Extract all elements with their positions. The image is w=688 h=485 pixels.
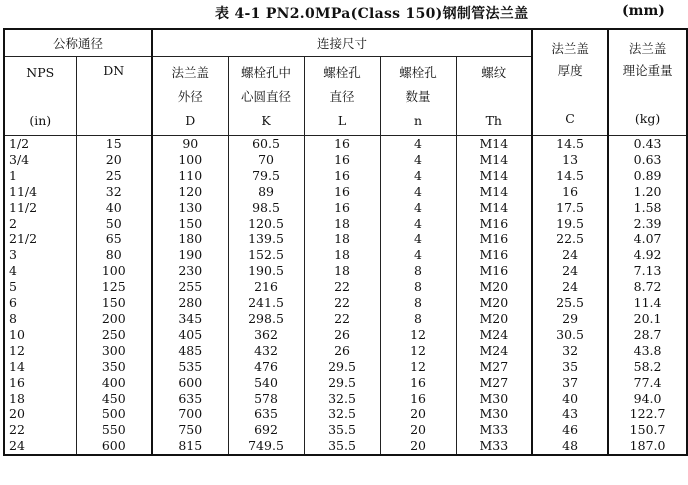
cell-bolt-circle: 216 [228, 279, 304, 295]
cell-bolt-count: 4 [380, 152, 456, 168]
cell-weight: 8.72 [608, 279, 687, 295]
cell-nps: 11/2 [4, 200, 76, 216]
cell-outer-diameter: 485 [152, 343, 228, 359]
cell-bolt-circle: 749.5 [228, 438, 304, 455]
cell-weight: 2.39 [608, 216, 687, 232]
cell-weight: 1.20 [608, 184, 687, 200]
cell-outer-diameter: 600 [152, 375, 228, 391]
table-row [4, 152, 687, 168]
cell-thickness: 40 [532, 391, 608, 407]
cell-bolt-circle: 362 [228, 327, 304, 343]
header-thread-symbol: Th [485, 113, 502, 128]
cell-weight: 0.43 [608, 136, 687, 152]
cell-dn: 15 [76, 136, 152, 152]
header-weight-line1: 法兰盖 [628, 41, 667, 56]
header-bolt-hole-line1: 螺栓孔 [323, 65, 361, 80]
cell-bolt-circle: 692 [228, 422, 304, 438]
cell-outer-diameter: 750 [152, 422, 228, 438]
header-bolt-hole-line2: 直径 [329, 89, 355, 104]
cell-nps: 5 [4, 279, 76, 295]
cell-bolt-hole: 16 [304, 152, 380, 168]
cell-outer-diameter: 190 [152, 247, 228, 263]
table-row [4, 263, 687, 279]
cell-bolt-count: 4 [380, 231, 456, 247]
table-row [4, 359, 687, 375]
cell-nps: 1/2 [4, 136, 76, 152]
cell-bolt-circle: 190.5 [228, 263, 304, 279]
cell-outer-diameter: 230 [152, 263, 228, 279]
cell-bolt-hole: 26 [304, 327, 380, 343]
header-bolt-count-line2: 数量 [405, 89, 431, 104]
cell-bolt-hole: 26 [304, 343, 380, 359]
cell-dn: 250 [76, 327, 152, 343]
table-row [4, 231, 687, 247]
table-row [4, 200, 687, 216]
cell-bolt-hole: 35.5 [304, 438, 380, 455]
cell-bolt-count: 8 [380, 279, 456, 295]
table-row [4, 438, 687, 455]
cell-weight: 7.13 [608, 263, 687, 279]
table-body [4, 136, 687, 456]
cell-outer-diameter: 110 [152, 168, 228, 184]
cell-weight: 4.07 [608, 231, 687, 247]
cell-thickness: 14.5 [532, 168, 608, 184]
cell-thread: M27 [456, 359, 532, 375]
cell-thread: M14 [456, 168, 532, 184]
header-outer-diameter-symbol: D [185, 113, 196, 128]
cell-nps: 14 [4, 359, 76, 375]
cell-thickness: 24 [532, 279, 608, 295]
cell-bolt-count: 20 [380, 438, 456, 455]
cell-outer-diameter: 130 [152, 200, 228, 216]
cell-bolt-count: 16 [380, 375, 456, 391]
cell-weight: 0.89 [608, 168, 687, 184]
cell-dn: 550 [76, 422, 152, 438]
cell-thickness: 30.5 [532, 327, 608, 343]
table-row [4, 311, 687, 327]
cell-weight: 0.63 [608, 152, 687, 168]
header-nps-label: NPS [26, 65, 55, 80]
header-thread [456, 57, 532, 136]
cell-thread: M20 [456, 279, 532, 295]
cell-dn: 80 [76, 247, 152, 263]
cell-dn: 450 [76, 391, 152, 407]
cell-bolt-circle: 89 [228, 184, 304, 200]
header-weight-symbol: (kg) [634, 111, 661, 126]
cell-nps: 3 [4, 247, 76, 263]
cell-nps: 11/4 [4, 184, 76, 200]
cell-outer-diameter: 180 [152, 231, 228, 247]
cell-thickness: 14.5 [532, 136, 608, 152]
cell-thickness: 16 [532, 184, 608, 200]
cell-bolt-hole: 32.5 [304, 406, 380, 422]
header-thickness-line2: 厚度 [557, 63, 583, 78]
cell-nps: 12 [4, 343, 76, 359]
cell-thread: M16 [456, 216, 532, 232]
table-row [4, 168, 687, 184]
cell-weight: 1.58 [608, 200, 687, 216]
cell-bolt-count: 16 [380, 391, 456, 407]
cell-dn: 32 [76, 184, 152, 200]
cell-bolt-count: 20 [380, 422, 456, 438]
table-row [4, 216, 687, 232]
cell-dn: 125 [76, 279, 152, 295]
cell-weight: 20.1 [608, 311, 687, 327]
cell-bolt-circle: 578 [228, 391, 304, 407]
header-weight [608, 29, 687, 136]
cell-thickness: 19.5 [532, 216, 608, 232]
header-dn [76, 57, 152, 136]
cell-nps: 22 [4, 422, 76, 438]
cell-thread: M24 [456, 327, 532, 343]
cell-nps: 16 [4, 375, 76, 391]
table-row [4, 184, 687, 200]
cell-outer-diameter: 535 [152, 359, 228, 375]
header-thickness-symbol: C [565, 111, 575, 126]
cell-thickness: 32 [532, 343, 608, 359]
cell-thread: M20 [456, 295, 532, 311]
cell-weight: 187.0 [608, 438, 687, 455]
table-row [4, 295, 687, 311]
header-outer-diameter-line2: 外径 [177, 89, 203, 104]
cell-dn: 65 [76, 231, 152, 247]
header-thickness-line1: 法兰盖 [551, 41, 589, 56]
cell-bolt-circle: 79.5 [228, 168, 304, 184]
cell-nps: 1 [4, 168, 76, 184]
cell-nps: 18 [4, 391, 76, 407]
cell-bolt-hole: 32.5 [304, 391, 380, 407]
cell-thickness: 35 [532, 359, 608, 375]
cell-weight: 94.0 [608, 391, 687, 407]
table-row [4, 391, 687, 407]
cell-bolt-hole: 18 [304, 231, 380, 247]
cell-bolt-hole: 35.5 [304, 422, 380, 438]
header-bolt-hole-symbol: L [337, 113, 347, 128]
cell-thickness: 13 [532, 152, 608, 168]
cell-thread: M14 [456, 152, 532, 168]
cell-bolt-circle: 241.5 [228, 295, 304, 311]
cell-bolt-circle: 476 [228, 359, 304, 375]
cell-weight: 4.92 [608, 247, 687, 263]
cell-thread: M16 [456, 247, 532, 263]
cell-outer-diameter: 815 [152, 438, 228, 455]
cell-outer-diameter: 405 [152, 327, 228, 343]
cell-thread: M33 [456, 438, 532, 455]
cell-bolt-hole: 29.5 [304, 375, 380, 391]
cell-nps: 6 [4, 295, 76, 311]
table-row [4, 422, 687, 438]
cell-weight: 77.4 [608, 375, 687, 391]
header-bolt-circle-symbol: K [261, 113, 271, 128]
table-row [4, 136, 687, 152]
cell-thread: M30 [456, 406, 532, 422]
header-bolt-count [380, 57, 456, 136]
cell-bolt-circle: 120.5 [228, 216, 304, 232]
cell-bolt-circle: 139.5 [228, 231, 304, 247]
cell-bolt-hole: 22 [304, 279, 380, 295]
cell-nps: 24 [4, 438, 76, 455]
cell-thread: M33 [456, 422, 532, 438]
cell-thickness: 29 [532, 311, 608, 327]
cell-dn: 25 [76, 168, 152, 184]
header-outer-diameter-line1: 法兰盖 [171, 65, 210, 80]
cell-bolt-circle: 60.5 [228, 136, 304, 152]
cell-thread: M20 [456, 311, 532, 327]
cell-weight: 58.2 [608, 359, 687, 375]
cell-bolt-circle: 70 [228, 152, 304, 168]
header-thickness [532, 29, 608, 136]
cell-bolt-hole: 16 [304, 168, 380, 184]
cell-dn: 600 [76, 438, 152, 455]
cell-thickness: 43 [532, 406, 608, 422]
cell-bolt-circle: 635 [228, 406, 304, 422]
cell-nps: 21/2 [4, 231, 76, 247]
cell-weight: 43.8 [608, 343, 687, 359]
header-nps [4, 57, 76, 136]
cell-thickness: 22.5 [532, 231, 608, 247]
cell-bolt-count: 12 [380, 327, 456, 343]
header-outer-diameter [152, 57, 228, 136]
cell-bolt-count: 4 [380, 247, 456, 263]
cell-outer-diameter: 345 [152, 311, 228, 327]
cell-thickness: 46 [532, 422, 608, 438]
cell-thickness: 17.5 [532, 200, 608, 216]
cell-thickness: 25.5 [532, 295, 608, 311]
header-bolt-circle-line2: 心圆直径 [241, 89, 292, 104]
cell-bolt-circle: 152.5 [228, 247, 304, 263]
cell-bolt-hole: 22 [304, 295, 380, 311]
cell-nps: 8 [4, 311, 76, 327]
header-connection-dimensions: 连接尺寸 [152, 29, 532, 57]
cell-outer-diameter: 90 [152, 136, 228, 152]
cell-bolt-count: 20 [380, 406, 456, 422]
cell-bolt-hole: 16 [304, 200, 380, 216]
cell-outer-diameter: 100 [152, 152, 228, 168]
cell-dn: 500 [76, 406, 152, 422]
cell-thickness: 37 [532, 375, 608, 391]
flange-cover-table [3, 28, 688, 456]
cell-dn: 300 [76, 343, 152, 359]
cell-bolt-count: 12 [380, 343, 456, 359]
cell-thread: M16 [456, 263, 532, 279]
cell-weight: 122.7 [608, 406, 687, 422]
cell-outer-diameter: 120 [152, 184, 228, 200]
cell-bolt-count: 12 [380, 359, 456, 375]
cell-outer-diameter: 700 [152, 406, 228, 422]
cell-bolt-hole: 16 [304, 184, 380, 200]
cell-bolt-hole: 22 [304, 311, 380, 327]
table-row [4, 327, 687, 343]
header-thread-line1: 螺纹 [481, 65, 507, 80]
cell-dn: 20 [76, 152, 152, 168]
cell-thread: M14 [456, 184, 532, 200]
cell-nps: 2 [4, 216, 76, 232]
cell-bolt-circle: 432 [228, 343, 304, 359]
table-caption [0, 3, 688, 25]
cell-thickness: 24 [532, 247, 608, 263]
unit-label: (mm) [622, 3, 665, 19]
header-nominal-size: 公称通径 [4, 29, 152, 57]
cell-nps: 4 [4, 263, 76, 279]
cell-outer-diameter: 635 [152, 391, 228, 407]
table-title: 表 4-1 PN2.0MPa(Class 150)钢制管法兰盖 [215, 6, 529, 22]
header-bolt-count-symbol: n [413, 113, 423, 128]
cell-thread: M24 [456, 343, 532, 359]
cell-outer-diameter: 150 [152, 216, 228, 232]
cell-dn: 200 [76, 311, 152, 327]
cell-weight: 11.4 [608, 295, 687, 311]
cell-bolt-circle: 98.5 [228, 200, 304, 216]
cell-bolt-count: 4 [380, 216, 456, 232]
cell-bolt-count: 4 [380, 136, 456, 152]
cell-dn: 350 [76, 359, 152, 375]
header-weight-line2: 理论重量 [622, 63, 673, 78]
cell-bolt-hole: 18 [304, 216, 380, 232]
cell-thickness: 24 [532, 263, 608, 279]
cell-outer-diameter: 255 [152, 279, 228, 295]
cell-thread: M14 [456, 136, 532, 152]
cell-weight: 150.7 [608, 422, 687, 438]
header-nps-symbol: (in) [29, 113, 52, 128]
cell-bolt-count: 8 [380, 263, 456, 279]
cell-dn: 100 [76, 263, 152, 279]
cell-bolt-hole: 18 [304, 263, 380, 279]
table-row [4, 343, 687, 359]
cell-nps: 10 [4, 327, 76, 343]
cell-dn: 50 [76, 216, 152, 232]
cell-thread: M30 [456, 391, 532, 407]
cell-thickness: 48 [532, 438, 608, 455]
table-row [4, 247, 687, 263]
table-row [4, 406, 687, 422]
header-bolt-circle-line1: 螺栓孔中 [241, 65, 292, 80]
header-dn-label: DN [103, 63, 125, 78]
cell-bolt-count: 4 [380, 168, 456, 184]
cell-outer-diameter: 280 [152, 295, 228, 311]
cell-thread: M16 [456, 231, 532, 247]
cell-bolt-count: 8 [380, 311, 456, 327]
cell-bolt-hole: 29.5 [304, 359, 380, 375]
cell-bolt-circle: 298.5 [228, 311, 304, 327]
cell-bolt-hole: 18 [304, 247, 380, 263]
cell-bolt-count: 4 [380, 184, 456, 200]
cell-dn: 400 [76, 375, 152, 391]
cell-bolt-count: 4 [380, 200, 456, 216]
cell-bolt-hole: 16 [304, 136, 380, 152]
header-bolt-circle [228, 57, 304, 136]
cell-dn: 40 [76, 200, 152, 216]
header-bolt-hole-diameter [304, 57, 380, 136]
cell-nps: 3/4 [4, 152, 76, 168]
cell-weight: 28.7 [608, 327, 687, 343]
cell-bolt-count: 8 [380, 295, 456, 311]
cell-dn: 150 [76, 295, 152, 311]
cell-thread: M14 [456, 200, 532, 216]
cell-thread: M27 [456, 375, 532, 391]
table-row [4, 375, 687, 391]
header-bolt-count-line1: 螺栓孔 [399, 65, 437, 80]
table-row [4, 279, 687, 295]
cell-nps: 20 [4, 406, 76, 422]
cell-bolt-circle: 540 [228, 375, 304, 391]
